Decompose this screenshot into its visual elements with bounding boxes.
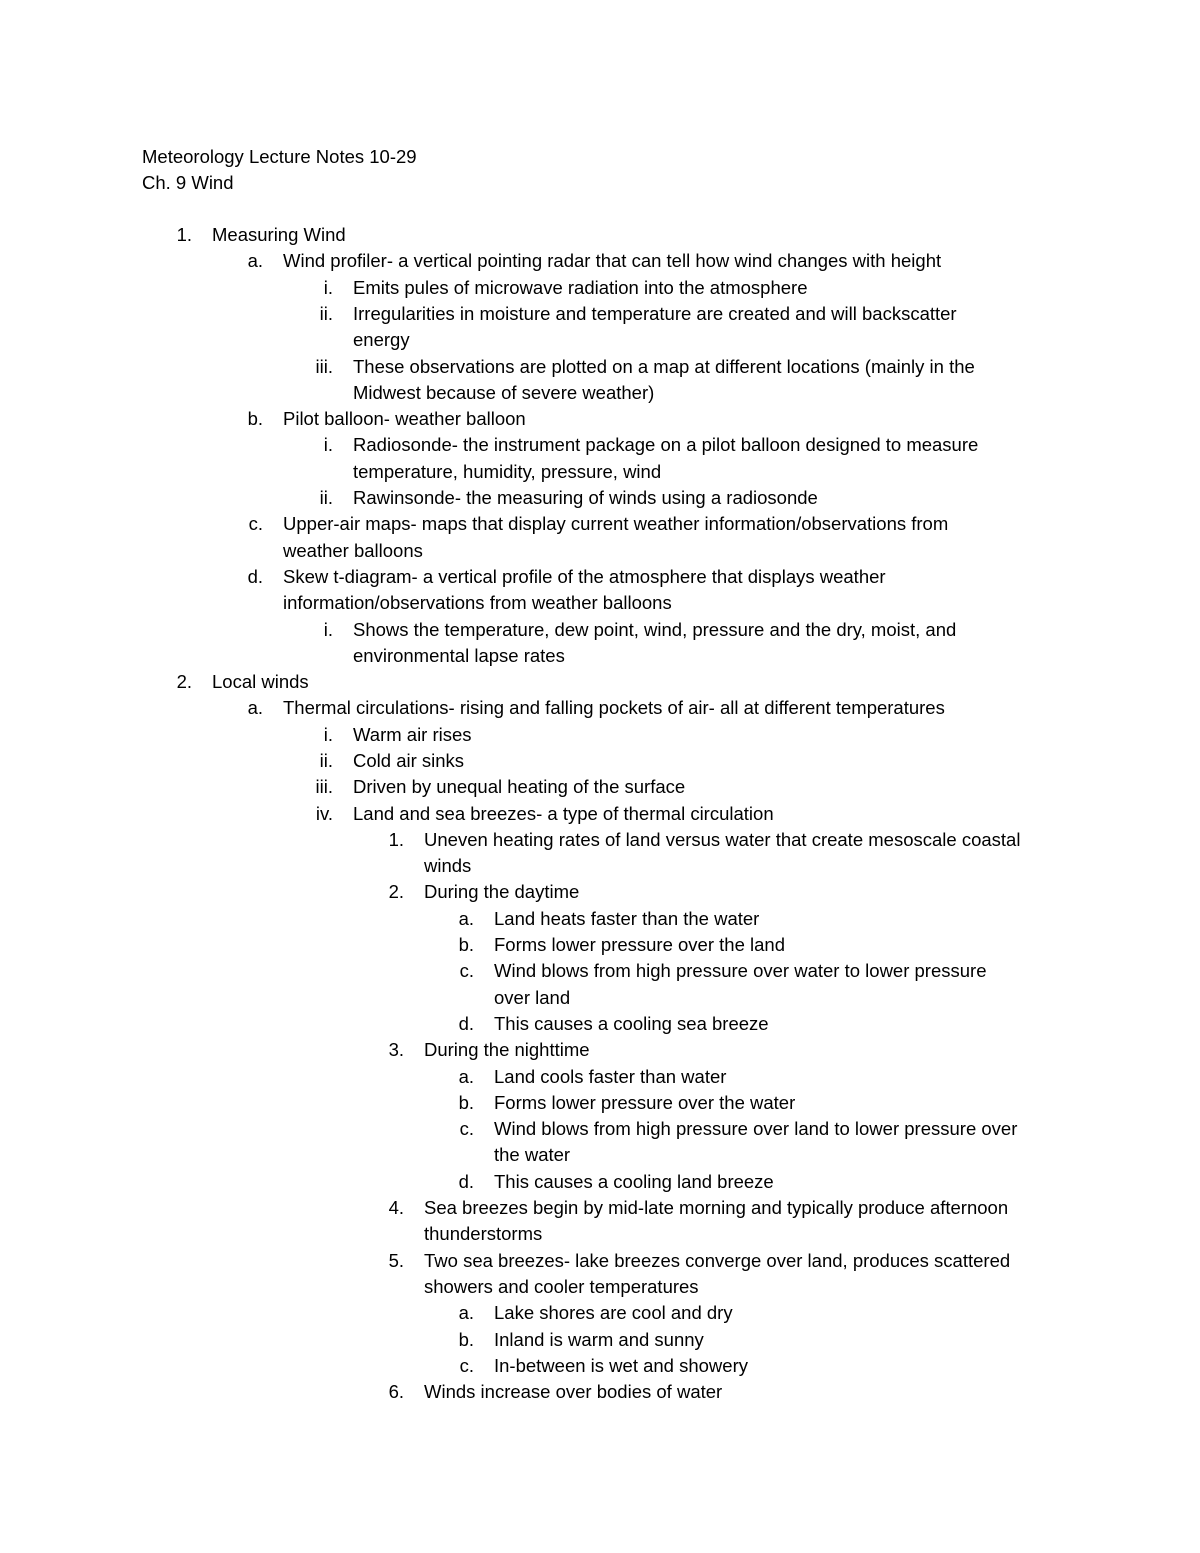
- list-item-text: Pilot balloon- weather balloon: [283, 408, 526, 429]
- list-item-text: In-between is wet and showery: [494, 1355, 748, 1376]
- list-marker: i.: [323, 619, 333, 640]
- list-marker: i.: [323, 724, 333, 745]
- list-item-text: Wind profiler- a vertical pointing radar that can tell how wind changes with height: [283, 250, 942, 271]
- list-marker: b.: [247, 408, 263, 429]
- list-marker: d.: [458, 1171, 474, 1192]
- list-item-text: Thermal circulations- rising and falling pockets of air- all at different temperatures: [283, 697, 945, 718]
- list-marker: 2.: [388, 881, 404, 902]
- list-marker: i.: [323, 277, 333, 298]
- list-item-text: Emits pules of microwave radiation into the atmosphere: [353, 277, 808, 298]
- list-item-text: Irregularities in moisture and temperature are created and will backscatter: [353, 303, 957, 324]
- list-item-text: temperature, humidity, pressure, wind: [353, 461, 662, 482]
- list-item-text: During the daytime: [424, 881, 580, 902]
- list-item-text: These observations are plotted on a map at different locations (mainly in the: [353, 356, 975, 377]
- list-marker: ii.: [319, 303, 333, 324]
- list-marker: c.: [248, 513, 263, 534]
- list-item-text: Forms lower pressure over the land: [494, 934, 785, 955]
- list-item-text: the water: [494, 1144, 571, 1165]
- list-item-text: Land heats faster than the water: [494, 908, 760, 929]
- list-marker: iii.: [315, 776, 333, 797]
- list-marker: a.: [247, 250, 263, 271]
- list-item-text: thunderstorms: [424, 1223, 543, 1244]
- list-marker: b.: [458, 934, 474, 955]
- list-item-text: Driven by unequal heating of the surface: [353, 776, 686, 797]
- list-marker: i.: [323, 434, 333, 455]
- list-marker: a.: [458, 1066, 474, 1087]
- list-marker: d.: [458, 1013, 474, 1034]
- list-item-text: Land and sea breezes- a type of thermal circulation: [353, 803, 774, 824]
- list-marker: c.: [459, 960, 474, 981]
- list-marker: 1.: [176, 224, 192, 245]
- list-item-text: Warm air rises: [353, 724, 472, 745]
- list-item-text: Uneven heating rates of land versus water that create mesoscale coastal: [424, 829, 1021, 850]
- list-item-text: Rawinsonde- the measuring of winds using a radiosonde: [353, 487, 818, 508]
- list-marker: c.: [459, 1355, 474, 1376]
- list-item-text: over land: [494, 987, 571, 1008]
- list-item-text: Land cools faster than water: [494, 1066, 727, 1087]
- list-marker: b.: [458, 1329, 474, 1350]
- list-item-text: energy: [353, 329, 410, 350]
- list-item-text: Radiosonde- the instrument package on a pilot balloon designed to measure: [353, 434, 979, 455]
- list-marker: 2.: [176, 671, 192, 692]
- list-marker: b.: [458, 1092, 474, 1113]
- list-item-text: weather balloons: [283, 540, 423, 561]
- list-item-text: environmental lapse rates: [353, 645, 565, 666]
- list-marker: 1.: [388, 829, 404, 850]
- list-marker: c.: [459, 1118, 474, 1139]
- list-item-text: Shows the temperature, dew point, wind, pressure and the dry, moist, and: [353, 619, 957, 640]
- list-item-text: This causes a cooling sea breeze: [494, 1013, 769, 1034]
- list-item-text: Wind blows from high pressure over land to lower pressure over: [494, 1118, 1018, 1139]
- chapter-heading: Ch. 9 Wind: [142, 172, 234, 193]
- list-item-text: information/observations from weather balloons: [283, 592, 672, 613]
- list-item-text: Wind blows from high pressure over water to lower pressure: [494, 960, 987, 981]
- list-item-text: Midwest because of severe weather): [353, 382, 655, 403]
- list-item-text: Forms lower pressure over the water: [494, 1092, 796, 1113]
- list-item-text: Sea breezes begin by mid-late morning and typically produce afternoon: [424, 1197, 1009, 1218]
- list-marker: a.: [458, 908, 474, 929]
- list-marker: iii.: [315, 356, 333, 377]
- list-marker: ii.: [319, 487, 333, 508]
- list-item-text: Two sea breezes- lake breezes converge over land, produces scattered: [424, 1250, 1011, 1271]
- list-item-text: Local winds: [212, 671, 309, 692]
- list-item-text: Lake shores are cool and dry: [494, 1302, 733, 1323]
- list-marker: 6.: [388, 1381, 404, 1402]
- list-marker: a.: [247, 697, 263, 718]
- list-marker: 4.: [388, 1197, 404, 1218]
- list-item-text: This causes a cooling land breeze: [494, 1171, 774, 1192]
- list-marker: ii.: [319, 750, 333, 771]
- list-marker: a.: [458, 1302, 474, 1323]
- list-item-text: Measuring Wind: [212, 224, 346, 245]
- document-title: Meteorology Lecture Notes 10-29: [142, 146, 417, 167]
- list-item-text: showers and cooler temperatures: [424, 1276, 699, 1297]
- list-item-text: Winds increase over bodies of water: [424, 1381, 723, 1402]
- list-item-text: Cold air sinks: [353, 750, 465, 771]
- list-item-text: winds: [424, 855, 472, 876]
- list-marker: iv.: [315, 803, 333, 824]
- list-item-text: During the nighttime: [424, 1039, 590, 1060]
- list-marker: 5.: [388, 1250, 404, 1271]
- list-item-text: Upper-air maps- maps that display current weather information/observations from: [283, 513, 949, 534]
- list-item-text: Inland is warm and sunny: [494, 1329, 704, 1350]
- list-item-text: Skew t-diagram- a vertical profile of the atmosphere that displays weather: [283, 566, 886, 587]
- list-marker: 3.: [388, 1039, 404, 1060]
- list-marker: d.: [247, 566, 263, 587]
